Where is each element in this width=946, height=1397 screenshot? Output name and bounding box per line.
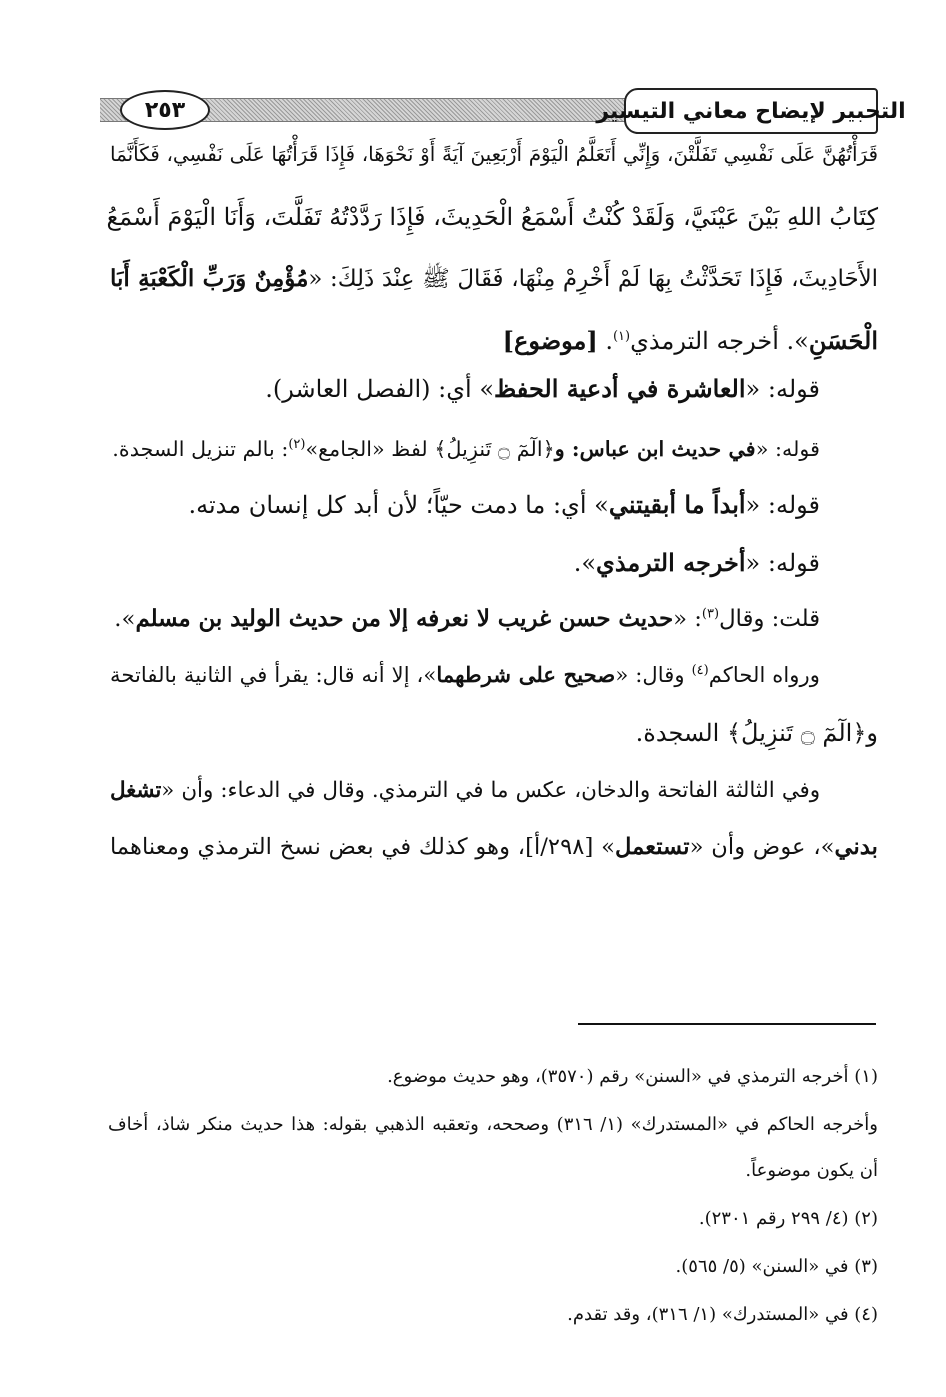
quoted-term: أخرجه الترمذي — [596, 548, 746, 577]
commentary-line — [112, 434, 820, 464]
hadith-quote: مُؤْمِنٌ وَرَبِّ الْكَعْبَةِ أَبَا — [110, 266, 309, 292]
footnote: (٢) (٤/ ٢٩٩ رقم ٢٣٠١). — [698, 1208, 878, 1229]
commentary-line — [188, 490, 820, 520]
text-run: وقال: « — [615, 662, 692, 687]
text-line — [503, 326, 878, 356]
footnote: (٣) في «السنن» (٥/ ٥٦٥). — [675, 1256, 878, 1277]
footnote-ref[interactable]: (٣) — [701, 606, 720, 622]
text-run: : بالم تنزيل السجدة. — [112, 437, 289, 461]
text-run: ورواه الحاكم — [708, 662, 820, 687]
text-run: و — [866, 719, 878, 747]
text-run: قوله: « — [745, 375, 820, 403]
quran-quote: ﴿الٓمٓ ۝ تَنزِيلُ﴾ — [726, 719, 867, 747]
text-run: ». أخرجه الترمذي — [630, 327, 809, 355]
footnote: (١) أخرجه الترمذي في «السنن» رقم (٣٥٧٠)، وهو حديث موضوع. — [387, 1066, 878, 1087]
quoted-term: أبداً ما أبقيتني — [608, 490, 746, 519]
commentary-line — [114, 604, 820, 634]
text-run: ». — [114, 606, 136, 632]
text-run: لفظ «الجامع» — [305, 437, 435, 461]
quoted-term: في حديث ابن عباس: و — [554, 437, 756, 461]
commentary-line — [265, 374, 820, 404]
quoted-term: تستعمل — [614, 834, 690, 860]
text-run: قوله: « — [745, 491, 820, 519]
commentary-line — [110, 776, 820, 806]
text-line — [110, 264, 878, 294]
text-run: » أي: ما دمت حيّاً؛ لأن أبد كل إنسان مدته. — [188, 491, 609, 519]
text-run: »، عوض وأن « — [689, 834, 835, 860]
quoted-term: حديث حسن غريب لا نعرفه إلا من حديث الوليد بن مسلم — [135, 606, 674, 632]
footnote-continuation: وأخرجه الحاكم في «المستدرك» (١/ ٣١٦) وصححه، وتعقبه الذهبي بقوله: هذا حديث منكر شاذ، أخاف — [108, 1114, 878, 1135]
text-line: قَرَأْتُهُنَّ عَلَى نَفْسِي تَفَلَّتْنَ، وَإِنِّي أَتَعَلَّمُ الْيَوْمَ أَرْبَعِينَ آيَةً أَوْ نَحْوَهَا، فَإِذَا قَرَأْتُهَا عَلَى نَفْسِي، فَكَأَنَّمَا — [110, 143, 878, 166]
commentary-line — [110, 832, 878, 862]
page-number: ٢٥٣ — [120, 90, 210, 130]
quoted-term: صحيح على شرطهما — [436, 662, 616, 687]
book-title: التحبير لإيضاح معاني التيسير — [624, 88, 878, 134]
hadith-quote: الْحَسَنِ — [808, 326, 878, 355]
text-run: الأَحَادِيثَ، فَإِذَا تَحَدَّثْتُ بِهَا لَمْ أَخْرِمْ مِنْهَا، فَقَالَ ﷺ عِنْدَ ذَلِكَ: « — [308, 266, 878, 292]
commentary-line — [110, 660, 820, 690]
quoted-term: العاشرة في أدعية الحفظ — [494, 374, 746, 403]
commentary-line — [574, 548, 820, 578]
text-run: » [٢٩٨/أ]، وهو كذلك في بعض نسخ الترمذي ومعناهما — [110, 834, 615, 860]
footnote-separator — [578, 1023, 876, 1025]
footnote-continuation: أن يكون موضوعاً. — [745, 1160, 878, 1181]
quoted-term: تشغل — [110, 778, 162, 803]
grading-label: [موضوع] — [502, 326, 598, 355]
text-run: السجدة. — [635, 719, 727, 747]
text-run: »، إلا أنه قال: يقرأ في الثانية بالفاتحة — [110, 662, 437, 687]
text-run: » أي: (الفصل العاشر). — [265, 375, 495, 403]
footnote: (٤) في «المستدرك» (١/ ٣١٦)، وقد تقدم. — [567, 1304, 878, 1325]
text-run: . — [597, 327, 613, 355]
running-header — [100, 88, 906, 132]
text-run: قلت: وقال — [719, 606, 820, 632]
text-run: : « — [673, 606, 702, 632]
text-run: ». — [573, 549, 597, 577]
text-run: قوله: « — [745, 549, 820, 577]
text-run: وفي الثالثة الفاتحة والدخان، عكس ما في الترمذي. وقال في الدعاء: وأن « — [161, 778, 820, 803]
footnote-ref[interactable]: (٤) — [691, 662, 709, 678]
footnote-ref[interactable]: (٢) — [288, 437, 306, 453]
quran-quote: ﴿الٓمٓ ۝ تَنزِيلُ﴾ — [434, 437, 555, 461]
text-line: كِتَابُ اللهِ بَيْنَ عَيْنَيَّ، وَلَقَدْ كُنْتُ أَسْمَعُ الْحَدِيثَ، فَإِذَا رَدَّدْتُهُ تَفَلَّتَ، وَأَنَا الْيَوْمَ أَسْمَعُ — [106, 203, 878, 231]
commentary-line — [636, 718, 878, 748]
quoted-term: بدني — [834, 834, 878, 860]
footnote-ref[interactable]: (١) — [612, 329, 631, 344]
text-run: قوله: « — [755, 437, 820, 461]
